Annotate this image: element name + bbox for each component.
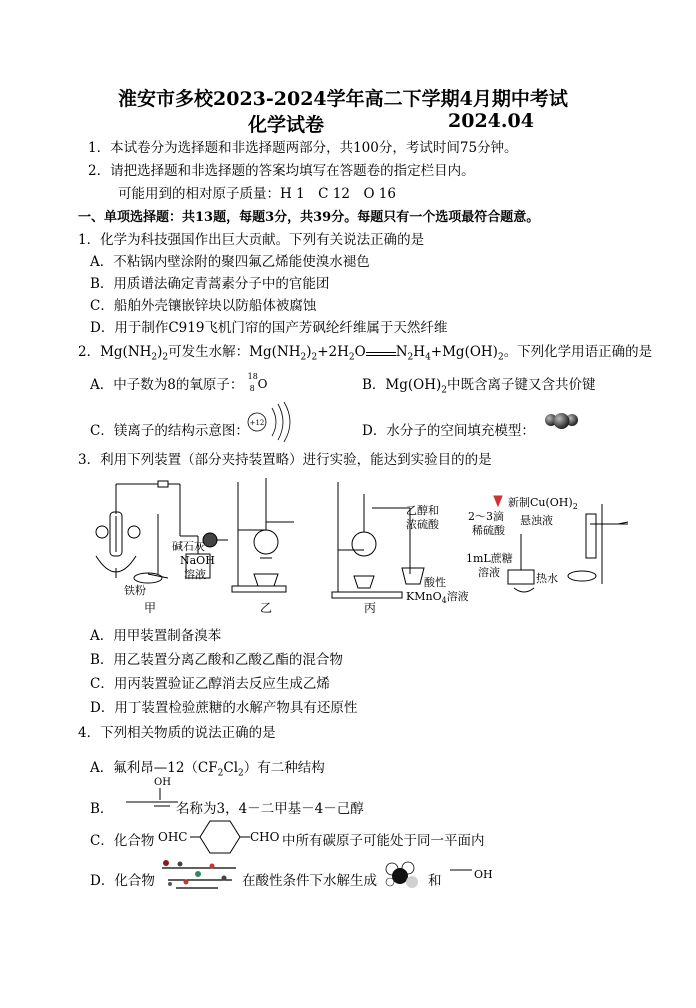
label-acidic: 酸性: [424, 576, 446, 589]
q3-option-a: A．用甲装置制备溴苯: [90, 628, 222, 644]
instruction-3: 可能用到的相对原子质量：H 1 C 12 O 16: [118, 186, 396, 202]
label-kmno4: KMnO$_4$溶液: [406, 590, 469, 605]
label-fresh-cuoh2: 新制$Cu(OH)_2$: [508, 496, 578, 511]
label-jia: 甲: [144, 601, 157, 615]
label-soda-lime: 碱石灰: [172, 540, 205, 553]
q4-option-a: A．氟利昂$—12(CF_2Cl_2)$有二种结构: [90, 760, 325, 779]
q3-option-c: C．用丙装置验证乙醇消去反应生成乙烯: [90, 676, 330, 692]
label-naoh-solution: 溶液: [184, 568, 206, 581]
q1-option-c: C．船舶外壳镶嵌锌块以防船体被腐蚀: [90, 298, 317, 314]
water-space-filling-model: [542, 412, 582, 430]
magnesium-ion-diagram: [244, 400, 294, 444]
label-hot-water: 热水: [536, 572, 558, 585]
q4-option-c-label: C．化合物: [90, 833, 155, 849]
q4-option-b-label: B．: [90, 801, 114, 817]
q4-b-skeletal-structure: [124, 774, 180, 812]
label-naoh: NaOH: [180, 554, 215, 567]
q4-stem: 4．下列相关物质的说法正确的是: [78, 725, 276, 741]
q2-option-b: B．$Mg(OH)_2$中既含离子键又含共价键: [362, 377, 596, 396]
q4-d-ethanol-skeletal: [448, 862, 494, 886]
instruction-2: 2．请把选择题和非选择题的答案均填写在答题卷的指定栏目内。: [88, 163, 475, 179]
q4-c-cyclohexane-dialdehyde: [158, 816, 278, 858]
aldehyde-right: CHO: [250, 830, 280, 844]
q3-apparatus-figure: [88, 474, 648, 620]
label-ethanol: 乙醇和: [406, 504, 439, 517]
label-iron-powder: 铁粉: [124, 584, 146, 597]
q4-d-product-model: [382, 860, 422, 890]
aldehyde-left: OHC: [158, 830, 188, 844]
q3-stem: 3．利用下列装置（部分夹持装置略）进行实验，能达到实验目的的是: [78, 452, 492, 468]
q4-option-b-text: 名称为3，4－二甲基－4－己醇: [176, 801, 364, 817]
q1-stem: 1．化学为科技强国作出巨大贡献。下列有关说法正确的是: [78, 232, 425, 248]
exam-date: 2024.04: [448, 110, 534, 132]
label-sucrose-solution: 溶液: [478, 566, 500, 579]
hydroxyl-label: OH: [154, 777, 171, 788]
instruction-1: 1．本试卷分为选择题和非选择题两部分，共100分，考试时间75分钟。: [88, 140, 518, 156]
label-yi: 乙: [260, 601, 273, 615]
q2-option-d: D．水分子的空间填充模型：: [362, 423, 535, 439]
label-drops: 2～3滴: [468, 510, 504, 523]
label-sulfuric-acid: 浓硫酸: [406, 518, 439, 531]
oxygen-isotope: 18 8 O: [247, 371, 268, 393]
apparatus-ding: [494, 496, 628, 592]
ethanol-oh: OH: [474, 868, 493, 881]
label-suspension: 悬浊液: [520, 514, 553, 527]
label-dilute-acid: 稀硫酸: [472, 524, 505, 537]
q4-option-d-label: D．化合物: [90, 873, 155, 889]
q4-option-c-text: 中所有碳原子可能处于同一平面内: [282, 833, 485, 849]
apparatus-jia: [96, 481, 228, 583]
q3-option-b: B．用乙装置分离乙酸和乙酸乙酯的混合物: [90, 652, 343, 668]
q1-option-d: D．用于制作C919飞机门帘的国产芳砜纶纤维属于天然纤维: [90, 320, 448, 336]
apparatus-yi: [232, 478, 294, 592]
nucleus-charge: +12: [249, 419, 265, 427]
section-heading: 一、单项选择题：共13题，每题3分，共39分。每题只有一个选项最符合题意。: [78, 210, 540, 225]
q1-option-b: B．用质谱法确定青蒿素分子中的官能团: [90, 276, 330, 292]
q4-option-d-text: 在酸性条件下水解生成: [242, 873, 377, 889]
q2-option-c: C．镁离子的结构示意图：: [90, 423, 249, 439]
q2-stem: 2．$Mg(NH_2)_2$可发生水解：$Mg(NH_2)_2+2H_2O$ $N_2H_4+Mg(OH)_2$。下列化学用语正确的是: [78, 344, 653, 363]
q2-option-a: A．中子数为8的氧原子： 18 8 O: [90, 373, 274, 394]
apparatus-bing: [332, 482, 424, 598]
q3-option-d: D．用丁装置检验蔗糖的水解产物具有还原性: [90, 700, 358, 716]
exam-title: 淮安市多校2023-2024学年高二下学期4月期中考试: [118, 88, 568, 110]
label-bing: 丙: [364, 601, 377, 615]
q4-option-d-and: 和: [428, 873, 442, 889]
label-sucrose: 1mL蔗糖: [466, 552, 513, 565]
subject-title: 化学试卷: [248, 114, 325, 136]
equals-sign: [366, 350, 396, 356]
q1-option-a: A．不粘锅内壁涂附的聚四氟乙烯能使溴水褪色: [90, 254, 370, 270]
q4-d-ball-stick-model: [158, 858, 240, 892]
